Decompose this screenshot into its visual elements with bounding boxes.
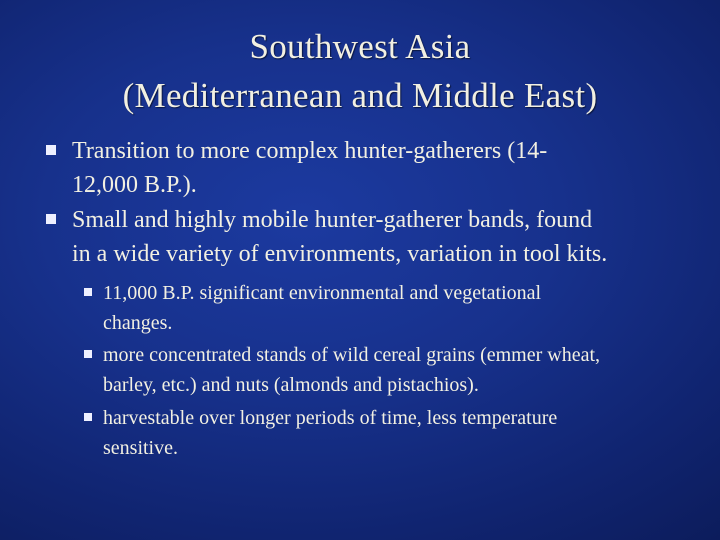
sub-bullet-item — [84, 403, 684, 463]
square-bullet-icon — [46, 214, 56, 224]
title-line-2: (Mediterranean and Middle East) — [122, 76, 598, 115]
sub-bullet-item — [84, 340, 684, 400]
square-bullet-icon — [84, 350, 92, 358]
bullet-text — [72, 134, 676, 202]
sub-bullet-text-line: harvestable over longer periods of time, less temperature — [103, 407, 558, 429]
sub-bullet-text-line: more concentrated stands of wild cereal grains (emmer wheat, — [103, 344, 601, 366]
sub-bullet-item — [84, 278, 684, 338]
sub-bullet-text — [103, 278, 683, 338]
square-bullet-icon — [84, 288, 92, 296]
sub-bullet-text — [103, 403, 683, 463]
title-line-1: Southwest Asia — [249, 27, 471, 66]
sub-bullet-text-line: barley, etc.) and nuts (almonds and pistachios). — [103, 374, 479, 396]
bullet-text — [72, 203, 676, 271]
bullet-text-line: 12,000 B.P.). — [72, 172, 197, 198]
bullet-text-line: in a wide variety of environments, variation in tool kits. — [72, 241, 608, 267]
square-bullet-icon — [46, 145, 56, 155]
sub-bullet-text-line: 11,000 B.P. significant environmental and vegetational — [103, 282, 542, 304]
square-bullet-icon — [84, 413, 92, 421]
bullet-item — [46, 134, 676, 202]
bullet-text-line: Small and highly mobile hunter-gatherer bands, found — [72, 207, 593, 233]
bullet-item — [46, 203, 676, 271]
sub-bullet-text-line: changes. — [103, 312, 173, 334]
bullet-text-line: Transition to more complex hunter-gatherers (14- — [72, 138, 548, 164]
sub-bullet-text — [103, 340, 683, 400]
sub-bullet-text-line: sensitive. — [103, 437, 178, 459]
